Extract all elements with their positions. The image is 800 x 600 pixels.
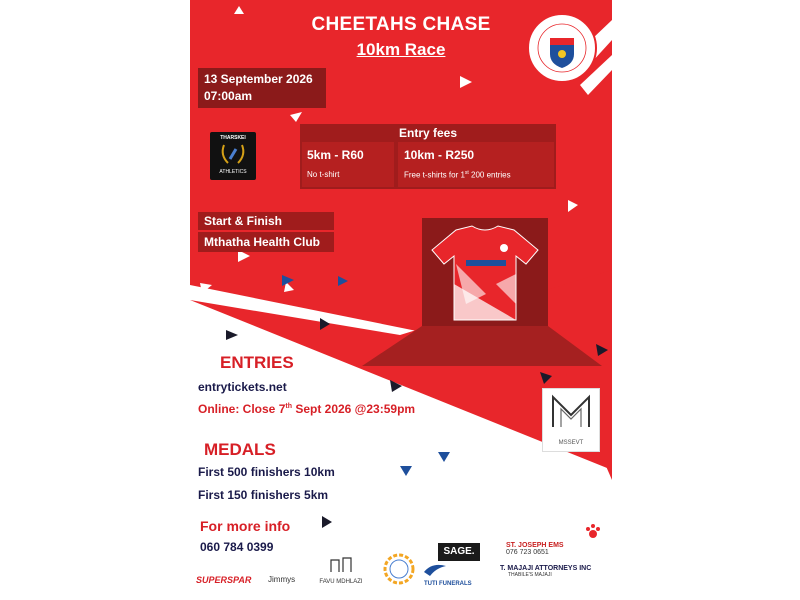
jersey-stage [362, 326, 602, 366]
event-poster [190, 0, 612, 600]
medals-line-1: First 500 finishers 10km [198, 465, 335, 479]
favu-name: FAVU MDHLAZI [319, 579, 363, 585]
fee-10km-note [404, 170, 511, 180]
st-joseph-phone: 076 723 0651 [506, 549, 549, 556]
attorneys-sub: THABILE'S MAJAJI [508, 572, 552, 578]
close-sup: th [285, 403, 292, 410]
mm-logo-sub: MSSEVT [558, 440, 584, 446]
colorful-ring-logo [382, 552, 416, 586]
info-heading: For more info [200, 518, 291, 534]
jersey-image [426, 224, 544, 324]
club-badge-logo [526, 12, 598, 84]
favu-logo [316, 556, 366, 585]
attorneys-name: T. MAJAJI ATTORNEYS INC [500, 565, 592, 572]
jimmys-logo: Jimmys [268, 575, 296, 584]
entries-online-close [198, 402, 415, 416]
tuti-name: TUTI FUNERALS [424, 581, 472, 587]
info-phone: 060 784 0399 [200, 540, 274, 554]
event-date: 13 September 2026 [204, 72, 313, 86]
medals-heading: MEDALS [204, 440, 276, 459]
event-time: 07:00am [204, 89, 253, 103]
entries-heading: ENTRIES [220, 353, 294, 372]
close-prefix: Close 7 [239, 402, 286, 416]
medals-line-2: First 150 finishers 5km [198, 488, 329, 502]
mm-monogram-icon [543, 389, 599, 435]
event-title: CHEETAHS CHASE [311, 14, 491, 35]
superspar-logo: SUPERSPAR [196, 575, 252, 585]
athletics-logo-line1: THARSKEI [220, 135, 246, 141]
fee-10km-note-prefix: Free t-shirts for 1 [404, 170, 465, 180]
date-box [198, 68, 326, 108]
st-joseph-logo [506, 542, 564, 556]
st-joseph-name: ST. JOSEPH EMS [506, 542, 564, 549]
fee-10km-note-suffix: 200 entries [468, 170, 511, 180]
tuti-bird-icon [424, 562, 446, 576]
start-finish-heading: Start & Finish [198, 212, 334, 230]
close-suffix: Sept 2026 @23:59pm [291, 402, 416, 416]
fees-title: Entry fees [398, 126, 458, 140]
entries-url[interactable]: entrytickets.net [198, 380, 287, 394]
athletics-logo-line2: ATHLETICS [219, 169, 247, 175]
attorneys-logo [500, 565, 610, 578]
fee-10km-label: 10km - R250 [404, 148, 475, 162]
fee-5km-label: 5km - R60 [307, 148, 364, 162]
favu-building-icon [329, 556, 353, 574]
mm-logo [542, 388, 600, 452]
online-label: Online: [198, 402, 240, 416]
event-subtitle: 10km Race [356, 40, 446, 59]
tuti-funerals-logo [424, 562, 480, 587]
start-finish-venue: Mthatha Health Club [198, 232, 334, 252]
paw-icon [584, 522, 602, 540]
fee-5km-note: No t-shirt [307, 170, 340, 179]
athletics-logo [210, 132, 256, 180]
laurel-icon [218, 141, 248, 167]
fee-10km-note-sup: st [464, 170, 469, 176]
sage-logo: SAGE. [438, 543, 480, 561]
